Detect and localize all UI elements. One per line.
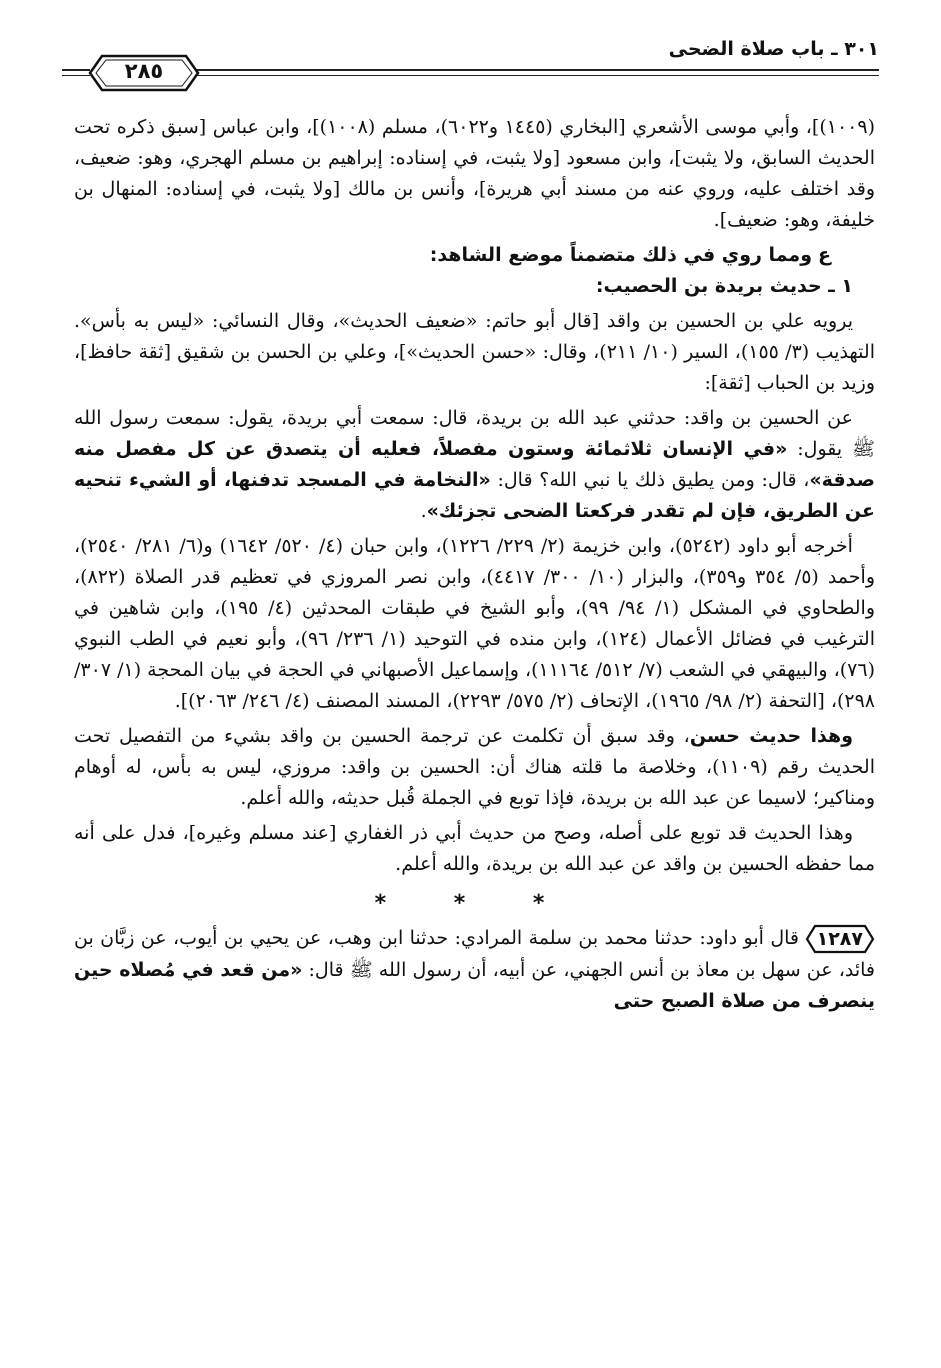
- next-hadith-quote: «من قعد في مُصلاه حين ينصرف من صلاة الصبح حتى: [74, 959, 875, 1012]
- paragraph-companions-list: (١٠٠٩)]، وأبي موسى الأشعري [البخاري (١٤٤٥ و٦٠٢٢)، مسلم (١٠٠٨)]، وابن عباس [سبق ذكره تحت الحديث السابق، ولا يثبت]، وابن مسعود [ولا يثبت، في إسناده: إبراهيم بن مسلم الهجري، وهو: ضعيف، وقد اختلف عليه، وروي عنه من مسند أبي هريرة]، وأنس بن مالك [ولا يثبت، في إسناده: المنهال بن خليفة، وهو: ضعيف].: [74, 116, 876, 231]
- section-bullet-icon: ع: [818, 244, 831, 266]
- section-heading-text: ومما روي في ذلك متضمناً موضع الشاهد:: [429, 244, 813, 266]
- running-title: ٣٠١ ـ باب صلاة الضحى: [668, 38, 879, 60]
- paragraph-next-hadith: [74, 923, 875, 1017]
- grading-text: ، وقد سبق أن تكلمت عن ترجمة الحسين بن واقد بشيء من التفصيل تحت الحديث رقم (١١٠٩)، وخلاصة ما قلته هناك أن: الحسين بن واقد: مروزي، ليس به بأس، له أوهام ومناكير؛ لاسيما عن عبد الله بن بريدة، فإذا توبع في الجملة قُبل حديثه، والله أعلم.: [74, 725, 875, 809]
- next-hadith-chain: قال أبو داود: حدثنا محمد بن سلمة المرادي: حدثنا ابن وهب، عن يحيي بن أيوب، عن زبَّان بن فائد، عن سهل بن معاذ بن أنس الجهني، عن أبيه، أن رسول الله ﷺ قال:: [74, 927, 875, 981]
- paragraph-hadith-text: [74, 403, 875, 527]
- hadith-number: ١٢٨٧: [816, 928, 863, 950]
- hadith-end: .: [420, 500, 427, 522]
- page-number: ٢٨٥: [124, 59, 164, 83]
- sub-heading: ١ ـ حديث بريدة بن الحصيب:: [595, 275, 853, 297]
- paragraph-takhrij: أخرجه أبو داود (٥٢٤٢)، وابن خزيمة (٢/ ٢٢٩/ ١٢٢٦)، وابن حبان (٤/ ٥٢٠/ ١٦٤٢) و(٦/ ٢٨١/ ٢٥٤٠)، وأحمد (٥/ ٣٥٤ و٣٥٩)، والبزار (١٠/ ٣٠٠/ ٤٤١٧)، وابن نصر المروزي في تعظيم قدر الصلاة (٨٢٢)، والطحاوي في المشكل (١/ ٩٤/ ٩٩)، وأبو الشيخ في طبقات المحدثين (٤/ ١٩٥)، وابن شاهين في الترغيب في فضائل الأعمال (١٢٤)، وابن منده في التوحيد (١/ ٢٣٦/ ٩٦)، وأبو نعيم في الطب النبوي (٧٦)، والبيهقي في الشعب (٧/ ٥١٢/ ١١١٦٤)، وإسماعيل الأصبهاني في الحجة في بيان المحجة (١/ ٣٠٧/ ٢٩٨)، [التحفة (٢/ ٩٨/ ١٩٦٥)، الإتحاف (٢/ ٥٧٥/ ٢٢٩٣)، المسند المصنف (٤/ ٢٤٦/ ٢٠٦٣)].: [74, 535, 876, 712]
- hadith-quote-2: «النخامة في المسجد تدفنها، أو الشيء تنحيه عن الطريق، فإن لم تقدر فركعتا الضحى تجزئك»: [74, 469, 875, 522]
- hadith-quote-1: «في الإنسان ثلاثمائة وستون مفصلاً، فعليه أن يتصدق عن كل مفصل منه صدقة»: [74, 438, 875, 491]
- page-header: [0, 0, 941, 110]
- section-separator: * * *: [374, 891, 575, 916]
- header-rule: [192, 69, 879, 71]
- paragraph-grading: [74, 721, 875, 814]
- section-heading: [74, 240, 875, 271]
- main-text: [74, 112, 875, 1017]
- hadith-number-badge: [805, 923, 875, 955]
- header-rule-left: [62, 69, 90, 71]
- page-number-badge: [88, 52, 200, 94]
- hadith-dialogue: ، قال: ومن يطيق ذلك يا نبي الله؟ قال:: [490, 469, 810, 491]
- header-rule-thin: [192, 75, 879, 76]
- paragraph-narrators: يرويه علي بن الحسين بن واقد [قال أبو حاتم: «ضعيف الحديث»، وقال النسائي: «ليس به بأس». التهذيب (٣/ ١٥٥)، السير (١٠/ ٢١١)، وقال: «حسن الحديث»]، وعلي بن الحسن بن شقيق [ثقة حافظ]، وزيد بن الحباب [ثقة]:: [74, 310, 875, 394]
- header-rule-left-thin: [62, 75, 90, 76]
- grading-label: وهذا حديث حسن: [689, 725, 853, 747]
- hadith-chain: عن الحسين بن واقد: حدثني عبد الله بن بريدة، قال: سمعت أبي بريدة، يقول: سمعت رسول الله ﷺ يقول:: [74, 407, 876, 460]
- paragraph-corroboration: وهذا الحديث قد توبع على أصله، وصح من حديث أبي ذر الغفاري [عند مسلم وغيره]، فدل على أنه مما حفظه الحسين بن واقد عن عبد الله بن بريدة، والله أعلم.: [74, 822, 875, 875]
